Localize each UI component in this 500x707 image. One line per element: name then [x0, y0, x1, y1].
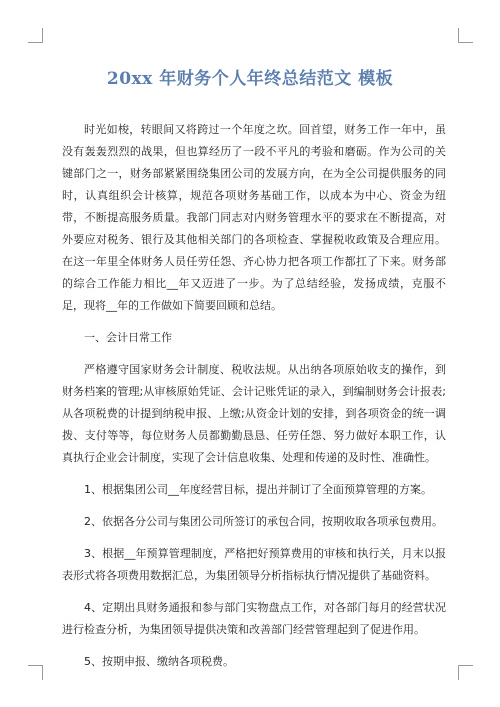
list-item-3: 3、根据__年预算管理制度，严格把好预算费用的审核和执行关，月末以报表形式将各项费用数据汇总，为集团领导分析指标执行情况提供了基础资料。: [62, 547, 446, 582]
crop-mark-bottom-left: [28, 665, 43, 680]
list-item-5: 5、按期申报、缴纳各项税费。: [84, 655, 234, 668]
document-title: 20xx 年财务个人年终总结范文 模板: [106, 69, 394, 89]
section-heading: 一、会计日常工作: [84, 331, 172, 344]
list-item-2: 2、依据各分公司与集团公司所签订的承包合同，按期收取各项承包费用。: [84, 515, 443, 528]
document-body: [62, 119, 446, 673]
paragraph-intro: 时光如梭，转眼间又将跨过一个年度之坎。回首望，财务工作一年中，虽没有轰轰烈烈的战果，但也算经历了一段不平凡的考验和磨砺。作为公司的关键部门之一，财务部紧紧围绕集团公司的发展方向，在为全公司提供服务的同时，认真组织会计核算，规范各项财务基础工作，以成本为中心、资金为纽带，不断提高服务质量。我部门同志对内财务管理水平的要求在不断提高，对外要应对税务、银行及其他相关部门的各项检查、掌握税收政策及合理应用。在这一年里全体财务人员任劳任怨、齐心协力把各项工作都扛了下来。财务部的综合工作能力相比__年又迈进了一步。为了总结经验，发扬成绩，克服不足，现将__年的工作做如下简要回顾和总结。: [62, 123, 446, 312]
crop-mark-top-right: [458, 28, 473, 43]
list-item-1: 1、根据集团公司__年度经营目标，提出并制订了全面预算管理的方案。: [84, 483, 432, 496]
crop-mark-top-left: [28, 28, 43, 43]
paragraph-daily-work: 严格遵守国家财务会计制度、税收法规。从出纳各项原始收支的操作，到财务档案的管理;从审核原始凭证、会计记账凭证的录入，到编制财务会计报表;从各项税费的计提到纳税申报、上缴;从资金计划的安排，到各项资金的统一调拨、支付等等，每位财务人员都勤勤恳恳、任劳任怨、努力做好本职工作，认真执行企业会计制度，实现了会计信息收集、处理和传递的及时性、准确性。: [62, 363, 446, 464]
crop-mark-bottom-right: [458, 665, 473, 680]
list-item-4: 4、定期出具财务通报和参与部门实物盘点工作，对各部门每月的经营状况进行检查分析，为集团领导提供决策和改善部门经营管理起到了促进作用。: [62, 601, 446, 636]
